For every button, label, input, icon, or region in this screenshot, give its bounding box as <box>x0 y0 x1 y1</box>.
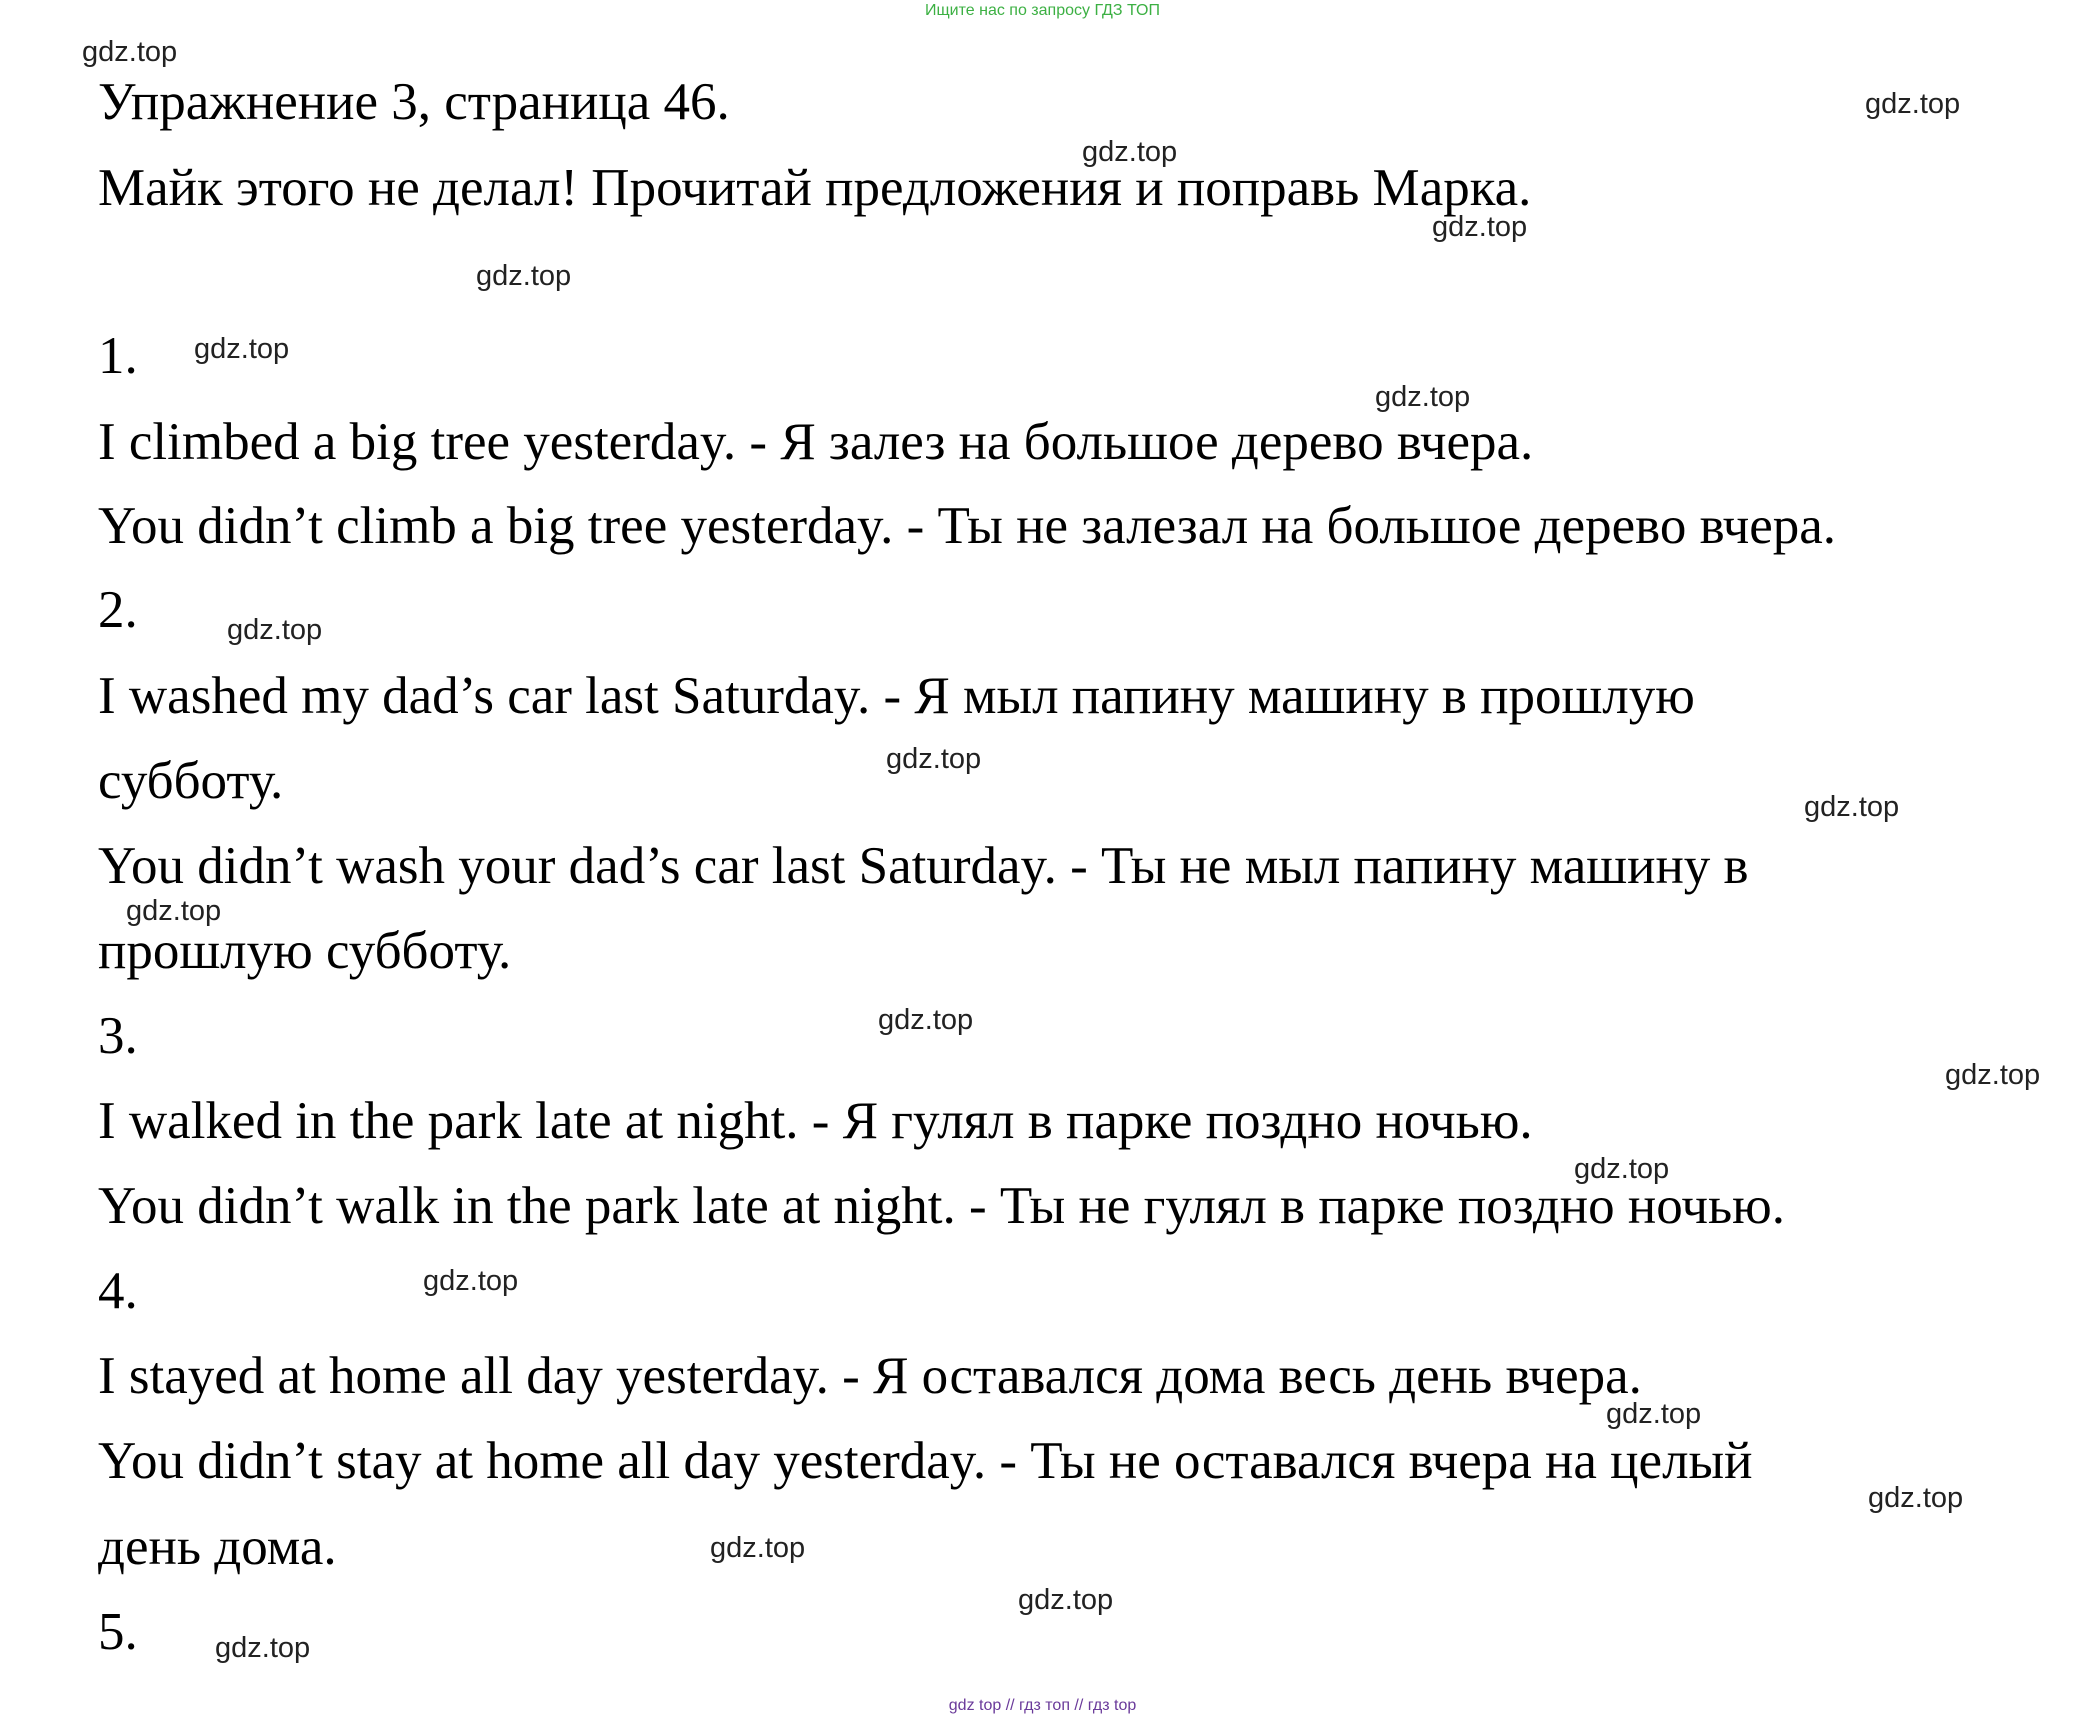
watermark: gdz.top <box>1868 1482 1964 1514</box>
watermark: gdz.top <box>215 1632 311 1664</box>
instruction-text: Майк этого не делал! Прочитай предложения и поправь Марка. <box>98 159 1532 217</box>
top-banner: Ищите нас по запросу ГДЗ ТОП <box>925 2 1160 19</box>
page-title: Упражнение 3, страница 46. <box>98 73 730 131</box>
watermark: gdz.top <box>82 36 178 68</box>
watermark: gdz.top <box>1018 1584 1114 1616</box>
sentence-line: You didn’t climb a big tree yesterday. - Ты не залезал на большое дерево вчера. <box>98 497 1837 555</box>
sentence-line: I stayed at home all day yesterday. - Я оставался дома весь день вчера. <box>98 1347 1642 1405</box>
sentence-line: You didn’t walk in the park late at night. - Ты не гулял в парке поздно ночью. <box>98 1177 1785 1235</box>
sentence-line: субботу. <box>98 752 284 810</box>
watermark: gdz.top <box>194 333 290 365</box>
watermark: gdz.top <box>1574 1153 1670 1185</box>
watermark: gdz.top <box>126 895 222 927</box>
watermark: gdz.top <box>1804 791 1900 823</box>
item-number: 5. <box>98 1603 138 1661</box>
watermark: gdz.top <box>1432 211 1528 243</box>
footer-links: gdz top // гдз топ // гдз top <box>948 1697 1137 1714</box>
watermark: gdz.top <box>1606 1398 1702 1430</box>
watermark: gdz.top <box>476 260 572 292</box>
sentence-line: You didn’t wash your dad’s car last Saturday. - Ты не мыл папину машину в <box>98 837 1749 895</box>
item-number: 2. <box>98 581 138 639</box>
watermark: gdz.top <box>710 1532 806 1564</box>
sentence-line: I walked in the park late at night. - Я гулял в парке поздно ночью. <box>98 1092 1533 1150</box>
sentence-line: I climbed a big tree yesterday. - Я залез на большое дерево вчера. <box>98 413 1534 471</box>
sentence-line: прошлую субботу. <box>98 922 512 980</box>
sentence-line: I washed my dad’s car last Saturday. - Я мыл папину машину в прошлую <box>98 667 1695 725</box>
watermark: gdz.top <box>886 743 982 775</box>
watermark: gdz.top <box>1082 136 1178 168</box>
item-number: 3. <box>98 1007 138 1065</box>
watermark: gdz.top <box>878 1004 974 1036</box>
sentence-line: день дома. <box>98 1518 337 1576</box>
watermark: gdz.top <box>423 1265 519 1297</box>
watermark: gdz.top <box>227 614 323 646</box>
item-number: 4. <box>98 1262 138 1320</box>
sentence-line: You didn’t stay at home all day yesterday. - Ты не оставался вчера на целый <box>98 1432 1753 1490</box>
watermark: gdz.top <box>1865 88 1961 120</box>
watermark: gdz.top <box>1945 1059 2041 1091</box>
item-number: 1. <box>98 327 138 385</box>
watermark: gdz.top <box>1375 381 1471 413</box>
